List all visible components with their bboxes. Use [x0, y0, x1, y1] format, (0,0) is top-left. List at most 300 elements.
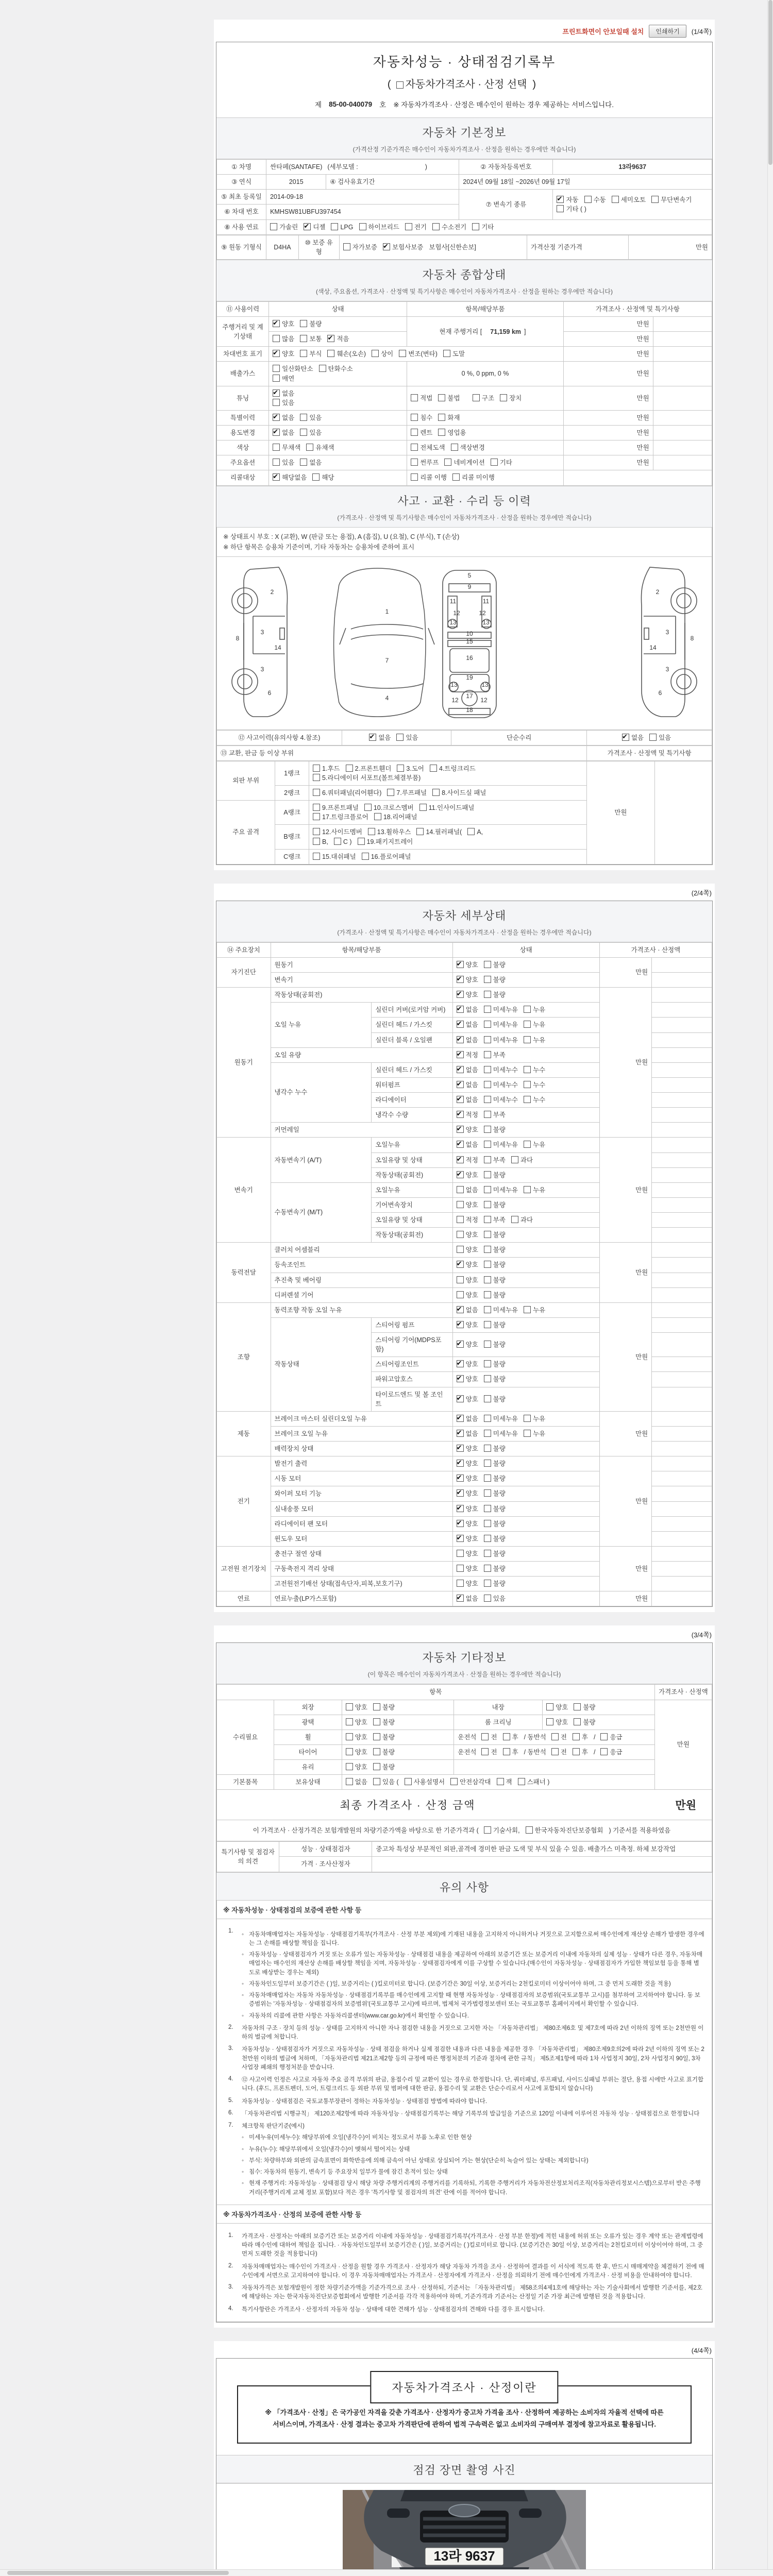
checkbox-icon[interactable]: [273, 444, 280, 451]
checkbox-icon[interactable]: [457, 991, 464, 998]
checkbox-option[interactable]: [313, 827, 362, 837]
checkbox-icon[interactable]: [457, 1006, 464, 1013]
checkbox-icon[interactable]: [484, 1306, 491, 1313]
checkbox-option[interactable]: [481, 1748, 497, 1757]
checkbox-icon[interactable]: [484, 1006, 491, 1013]
checkbox-icon[interactable]: [551, 1748, 559, 1755]
checkbox-icon[interactable]: [484, 1081, 491, 1088]
checkbox-option[interactable]: [444, 458, 484, 467]
checkbox-icon[interactable]: [484, 1321, 491, 1328]
checkbox-icon[interactable]: [313, 853, 320, 860]
checkbox-option[interactable]: [346, 764, 392, 773]
checkbox-option[interactable]: [396, 76, 527, 91]
checkbox-icon[interactable]: [484, 1460, 491, 1467]
checkbox-icon[interactable]: [362, 853, 369, 860]
checkbox-option[interactable]: [484, 1020, 518, 1029]
checkbox-option[interactable]: [649, 733, 671, 742]
checkbox-option[interactable]: [411, 428, 432, 437]
checkbox-option[interactable]: [524, 1036, 545, 1045]
checkbox-option[interactable]: [484, 960, 506, 970]
checkbox-icon[interactable]: [457, 1096, 464, 1103]
checkbox-option[interactable]: [484, 975, 506, 985]
checkbox-option[interactable]: [457, 1519, 478, 1529]
checkbox-option[interactable]: [373, 1762, 395, 1772]
checkbox-option[interactable]: [405, 1777, 445, 1787]
checkbox-icon[interactable]: [484, 1261, 491, 1268]
checkbox-option[interactable]: [484, 1429, 518, 1438]
checkbox-icon[interactable]: [573, 1733, 580, 1740]
checkbox-option[interactable]: [484, 1534, 506, 1544]
checkbox-icon[interactable]: [484, 1276, 491, 1283]
checkbox-icon[interactable]: [373, 1733, 380, 1740]
checkbox-icon[interactable]: [484, 1186, 491, 1193]
checkbox-icon[interactable]: [524, 1141, 531, 1148]
checkbox-icon[interactable]: [364, 804, 372, 811]
checkbox-icon[interactable]: [273, 399, 280, 406]
checkbox-icon[interactable]: [411, 473, 418, 481]
checkbox-option[interactable]: [612, 195, 646, 205]
checkbox-option[interactable]: [373, 1748, 395, 1757]
checkbox-option[interactable]: [584, 195, 606, 205]
checkbox-option[interactable]: [484, 1549, 506, 1558]
checkbox-icon[interactable]: [484, 1395, 491, 1402]
checkbox-option[interactable]: [484, 1579, 506, 1588]
checkbox-option[interactable]: [346, 1718, 367, 1727]
checkbox-icon[interactable]: [484, 1595, 491, 1602]
checkbox-icon[interactable]: [273, 365, 280, 372]
checkbox-option[interactable]: [491, 458, 512, 467]
checkbox-option[interactable]: [313, 788, 381, 798]
checkbox-icon[interactable]: [346, 1763, 353, 1770]
checkbox-icon[interactable]: [457, 1321, 464, 1328]
checkbox-icon[interactable]: [457, 1066, 464, 1073]
checkbox-option[interactable]: [484, 1110, 506, 1120]
checkbox-option[interactable]: [457, 1200, 478, 1210]
checkbox-option[interactable]: [484, 1005, 518, 1014]
checkbox-icon[interactable]: [438, 414, 445, 421]
checkbox-option[interactable]: [457, 1395, 478, 1404]
checkbox-option[interactable]: [373, 1733, 395, 1742]
checkbox-icon[interactable]: [484, 1201, 491, 1208]
checkbox-option[interactable]: [484, 1306, 518, 1315]
checkbox-icon[interactable]: [484, 1036, 491, 1043]
checkbox-icon[interactable]: [327, 350, 334, 357]
checkbox-option[interactable]: [497, 1777, 512, 1787]
checkbox-option[interactable]: [524, 1095, 545, 1105]
checkbox-option[interactable]: [524, 1005, 545, 1014]
checkbox-option[interactable]: [457, 1534, 478, 1544]
checkbox-option[interactable]: [346, 1703, 367, 1712]
checkbox-icon[interactable]: [584, 196, 592, 203]
checkbox-icon[interactable]: [346, 1718, 353, 1725]
checkbox-option[interactable]: [364, 803, 414, 812]
checkbox-option[interactable]: [484, 1291, 506, 1300]
checkbox-option[interactable]: [511, 1215, 533, 1225]
checkbox-option[interactable]: [457, 1185, 478, 1195]
checkbox-icon[interactable]: [484, 976, 491, 983]
checkbox-option[interactable]: [300, 413, 322, 422]
checkbox-option[interactable]: [327, 349, 366, 359]
checkbox-option[interactable]: [457, 1474, 478, 1483]
checkbox-icon[interactable]: [546, 1718, 553, 1725]
checkbox-icon[interactable]: [313, 813, 320, 820]
checkbox-option[interactable]: [524, 1140, 545, 1149]
checkbox-option[interactable]: [362, 852, 411, 861]
checkbox-icon[interactable]: [396, 81, 404, 89]
checkbox-icon[interactable]: [273, 473, 280, 481]
checkbox-option[interactable]: [524, 1185, 545, 1195]
checkbox-option[interactable]: [484, 1414, 518, 1423]
checkbox-icon[interactable]: [343, 243, 350, 250]
checkbox-option[interactable]: [313, 837, 328, 846]
checkbox-icon[interactable]: [484, 1141, 491, 1148]
checkbox-icon[interactable]: [438, 429, 445, 436]
checkbox-icon[interactable]: [331, 223, 338, 230]
checkbox-option[interactable]: [346, 1762, 367, 1772]
checkbox-option[interactable]: [484, 1340, 506, 1349]
checkbox-icon[interactable]: [484, 1475, 491, 1482]
checkbox-option[interactable]: [457, 1594, 478, 1603]
checkbox-icon[interactable]: [405, 223, 412, 230]
vertical-scrollbar-thumb[interactable]: [768, 0, 772, 165]
checkbox-option[interactable]: [331, 223, 353, 232]
checkbox-icon[interactable]: [313, 774, 320, 781]
checkbox-icon[interactable]: [484, 1445, 491, 1452]
checkbox-icon[interactable]: [383, 243, 390, 250]
checkbox-icon[interactable]: [369, 734, 376, 741]
checkbox-option[interactable]: [481, 1733, 497, 1742]
print-install-link[interactable]: 프린트화면이 안보일때 설치: [562, 28, 644, 36]
checkbox-option[interactable]: [484, 1519, 506, 1529]
checkbox-icon[interactable]: [457, 1171, 464, 1178]
checkbox-option[interactable]: [372, 349, 393, 359]
checkbox-option[interactable]: [457, 1276, 478, 1285]
checkbox-icon[interactable]: [491, 459, 498, 466]
checkbox-icon[interactable]: [457, 1141, 464, 1148]
checkbox-icon[interactable]: [300, 429, 307, 436]
checkbox-option[interactable]: [457, 1489, 478, 1498]
checkbox-option[interactable]: [472, 223, 494, 232]
checkbox-icon[interactable]: [457, 1550, 464, 1557]
checkbox-option[interactable]: [557, 195, 578, 205]
checkbox-icon[interactable]: [546, 1703, 553, 1710]
checkbox-option[interactable]: [524, 1080, 545, 1090]
checkbox-icon[interactable]: [270, 223, 277, 230]
checkbox-option[interactable]: [405, 223, 427, 232]
checkbox-icon[interactable]: [457, 1430, 464, 1437]
checkbox-icon[interactable]: [484, 1415, 491, 1422]
checkbox-icon[interactable]: [457, 1595, 464, 1602]
checkbox-icon[interactable]: [273, 459, 280, 466]
checkbox-option[interactable]: [484, 1185, 518, 1195]
checkbox-option[interactable]: [457, 1260, 478, 1269]
checkbox-icon[interactable]: [300, 320, 307, 327]
checkbox-icon[interactable]: [411, 444, 418, 451]
checkbox-option[interactable]: [306, 443, 334, 452]
checkbox-icon[interactable]: [484, 1246, 491, 1253]
checkbox-option[interactable]: [300, 319, 322, 329]
checkbox-option[interactable]: [518, 1777, 550, 1787]
checkbox-icon[interactable]: [600, 1748, 608, 1755]
checkbox-option[interactable]: [438, 413, 460, 422]
checkbox-option[interactable]: [546, 1703, 568, 1712]
checkbox-icon[interactable]: [484, 1550, 491, 1557]
checkbox-option[interactable]: [524, 1065, 545, 1075]
checkbox-option[interactable]: [346, 1777, 367, 1787]
checkbox-option[interactable]: [484, 1825, 520, 1836]
checkbox-option[interactable]: [300, 349, 322, 359]
checkbox-option[interactable]: [484, 1474, 506, 1483]
checkbox-option[interactable]: [373, 1703, 395, 1712]
checkbox-icon[interactable]: [457, 1036, 464, 1043]
checkbox-icon[interactable]: [457, 1156, 464, 1163]
checkbox-icon[interactable]: [649, 734, 657, 741]
checkbox-option[interactable]: [443, 349, 465, 359]
checkbox-option[interactable]: [557, 205, 586, 214]
checkbox-option[interactable]: [450, 1777, 491, 1787]
checkbox-icon[interactable]: [273, 375, 280, 382]
checkbox-option[interactable]: [484, 1444, 506, 1453]
checkbox-option[interactable]: [273, 428, 294, 437]
checkbox-icon[interactable]: [306, 444, 313, 451]
checkbox-option[interactable]: [411, 413, 432, 422]
checkbox-icon[interactable]: [397, 765, 404, 772]
checkbox-icon[interactable]: [524, 1186, 531, 1193]
checkbox-icon[interactable]: [651, 196, 659, 203]
checkbox-icon[interactable]: [300, 335, 307, 342]
checkbox-icon[interactable]: [457, 1216, 464, 1223]
checkbox-option[interactable]: [346, 1748, 367, 1757]
checkbox-option[interactable]: [484, 1140, 518, 1149]
checkbox-option[interactable]: [457, 1110, 478, 1120]
checkbox-option[interactable]: [416, 827, 462, 837]
checkbox-icon[interactable]: [457, 1246, 464, 1253]
checkbox-option[interactable]: [273, 443, 300, 452]
checkbox-option[interactable]: [457, 1564, 478, 1573]
checkbox-option[interactable]: [573, 1748, 588, 1757]
checkbox-option[interactable]: [373, 1718, 395, 1727]
checkbox-option[interactable]: [373, 1777, 399, 1787]
checkbox-option[interactable]: [397, 764, 424, 773]
checkbox-option[interactable]: [484, 1171, 506, 1180]
checkbox-icon[interactable]: [484, 1489, 491, 1497]
checkbox-icon[interactable]: [273, 414, 280, 421]
checkbox-option[interactable]: [383, 243, 423, 252]
checkbox-icon[interactable]: [411, 414, 418, 421]
checkbox-icon[interactable]: [500, 394, 507, 401]
checkbox-option[interactable]: [457, 1020, 478, 1029]
checkbox-icon[interactable]: [484, 1826, 491, 1834]
checkbox-icon[interactable]: [411, 394, 418, 401]
checkbox-option[interactable]: [396, 733, 418, 742]
checkbox-option[interactable]: [457, 1245, 478, 1255]
checkbox-icon[interactable]: [457, 1505, 464, 1512]
checkbox-option[interactable]: [300, 334, 322, 344]
checkbox-option[interactable]: [546, 1718, 568, 1727]
checkbox-option[interactable]: [484, 1459, 506, 1468]
checkbox-option[interactable]: [457, 1065, 478, 1075]
checkbox-icon[interactable]: [416, 828, 424, 835]
checkbox-icon[interactable]: [373, 1778, 380, 1785]
checkbox-icon[interactable]: [524, 1430, 531, 1437]
checkbox-icon[interactable]: [484, 1375, 491, 1382]
checkbox-option[interactable]: [457, 990, 478, 999]
checkbox-option[interactable]: [484, 1156, 506, 1165]
checkbox-option[interactable]: [600, 1733, 622, 1742]
checkbox-option[interactable]: [484, 1260, 506, 1269]
checkbox-option[interactable]: [457, 1549, 478, 1558]
checkbox-option[interactable]: [432, 788, 486, 798]
checkbox-option[interactable]: [319, 364, 353, 374]
checkbox-option[interactable]: [484, 1375, 506, 1384]
checkbox-icon[interactable]: [312, 473, 320, 481]
checkbox-icon[interactable]: [484, 1430, 491, 1437]
checkbox-option[interactable]: [524, 1429, 545, 1438]
checkbox-option[interactable]: [457, 1429, 478, 1438]
checkbox-icon[interactable]: [484, 1565, 491, 1572]
checkbox-option[interactable]: [484, 1504, 506, 1514]
checkbox-option[interactable]: [484, 1036, 518, 1045]
checkbox-option[interactable]: [457, 1095, 478, 1105]
checkbox-option[interactable]: [399, 349, 438, 359]
checkbox-option[interactable]: [273, 398, 294, 408]
checkbox-option[interactable]: [457, 1171, 478, 1180]
checkbox-option[interactable]: [457, 1125, 478, 1134]
checkbox-icon[interactable]: [457, 1201, 464, 1208]
checkbox-option[interactable]: [600, 1748, 622, 1757]
checkbox-option[interactable]: [457, 1306, 478, 1315]
checkbox-option[interactable]: [273, 319, 294, 329]
checkbox-option[interactable]: [484, 1320, 506, 1330]
checkbox-option[interactable]: [452, 473, 495, 482]
checkbox-icon[interactable]: [524, 1096, 531, 1103]
checkbox-option[interactable]: [457, 1414, 478, 1423]
checkbox-icon[interactable]: [457, 1580, 464, 1587]
checkbox-option[interactable]: [343, 243, 377, 252]
checkbox-option[interactable]: [457, 1036, 478, 1045]
checkbox-icon[interactable]: [484, 961, 491, 968]
checkbox-option[interactable]: [300, 458, 322, 467]
checkbox-option[interactable]: [273, 458, 294, 467]
checkbox-icon[interactable]: [484, 1535, 491, 1542]
checkbox-icon[interactable]: [359, 223, 366, 230]
checkbox-icon[interactable]: [484, 1111, 491, 1118]
checkbox-option[interactable]: [304, 223, 325, 232]
horizontal-scrollbar[interactable]: [0, 2569, 773, 2576]
checkbox-option[interactable]: [484, 1230, 506, 1240]
checkbox-icon[interactable]: [443, 350, 450, 357]
checkbox-icon[interactable]: [411, 429, 418, 436]
checkbox-icon[interactable]: [457, 1186, 464, 1193]
checkbox-option[interactable]: [457, 975, 478, 985]
checkbox-icon[interactable]: [524, 1081, 531, 1088]
checkbox-icon[interactable]: [430, 765, 437, 772]
checkbox-option[interactable]: [313, 764, 340, 773]
checkbox-option[interactable]: [484, 1564, 506, 1573]
checkbox-icon[interactable]: [273, 335, 280, 342]
checkbox-option[interactable]: [273, 389, 294, 398]
checkbox-icon[interactable]: [432, 789, 440, 796]
checkbox-option[interactable]: [573, 1733, 588, 1742]
checkbox-icon[interactable]: [300, 459, 307, 466]
checkbox-icon[interactable]: [368, 828, 375, 835]
checkbox-option[interactable]: [457, 960, 478, 970]
checkbox-icon[interactable]: [373, 1748, 380, 1755]
checkbox-icon[interactable]: [457, 1261, 464, 1268]
checkbox-icon[interactable]: [457, 1306, 464, 1313]
checkbox-icon[interactable]: [457, 1276, 464, 1283]
checkbox-option[interactable]: [503, 1748, 518, 1757]
checkbox-icon[interactable]: [481, 1733, 489, 1740]
checkbox-option[interactable]: [369, 733, 391, 742]
print-button[interactable]: 인쇄하기: [649, 25, 686, 38]
checkbox-option[interactable]: [313, 803, 359, 812]
checkbox-icon[interactable]: [574, 1718, 581, 1725]
checkbox-option[interactable]: [524, 1306, 545, 1315]
checkbox-icon[interactable]: [457, 1051, 464, 1058]
checkbox-icon[interactable]: [273, 389, 280, 397]
checkbox-icon[interactable]: [358, 838, 365, 845]
checkbox-icon[interactable]: [457, 1375, 464, 1382]
checkbox-option[interactable]: [457, 1360, 478, 1369]
checkbox-option[interactable]: [457, 1050, 478, 1060]
checkbox-option[interactable]: [457, 1444, 478, 1453]
checkbox-icon[interactable]: [457, 1021, 464, 1028]
checkbox-icon[interactable]: [327, 335, 334, 342]
checkbox-icon[interactable]: [457, 1081, 464, 1088]
checkbox-icon[interactable]: [387, 789, 394, 796]
checkbox-icon[interactable]: [503, 1748, 510, 1755]
checkbox-option[interactable]: [484, 990, 506, 999]
checkbox-icon[interactable]: [573, 1748, 580, 1755]
checkbox-icon[interactable]: [372, 350, 379, 357]
checkbox-icon[interactable]: [503, 1733, 510, 1740]
checkbox-icon[interactable]: [484, 1021, 491, 1028]
checkbox-option[interactable]: [484, 1594, 506, 1603]
checkbox-icon[interactable]: [457, 1395, 464, 1402]
checkbox-icon[interactable]: [484, 1291, 491, 1298]
checkbox-icon[interactable]: [457, 1111, 464, 1118]
checkbox-icon[interactable]: [419, 804, 427, 811]
checkbox-icon[interactable]: [373, 1703, 380, 1710]
checkbox-icon[interactable]: [373, 1718, 380, 1725]
checkbox-option[interactable]: [457, 1375, 478, 1384]
checkbox-option[interactable]: [457, 1504, 478, 1514]
checkbox-icon[interactable]: [313, 789, 320, 796]
checkbox-option[interactable]: [387, 788, 427, 798]
checkbox-option[interactable]: [484, 1065, 518, 1075]
checkbox-icon[interactable]: [313, 828, 320, 835]
checkbox-option[interactable]: [273, 374, 294, 383]
checkbox-icon[interactable]: [622, 734, 629, 741]
checkbox-option[interactable]: [551, 1748, 567, 1757]
checkbox-option[interactable]: [430, 764, 476, 773]
checkbox-option[interactable]: [411, 458, 439, 467]
checkbox-option[interactable]: [651, 195, 692, 205]
checkbox-option[interactable]: [273, 349, 294, 359]
checkbox-option[interactable]: [411, 443, 445, 452]
checkbox-icon[interactable]: [612, 196, 619, 203]
checkbox-option[interactable]: [358, 837, 413, 846]
checkbox-icon[interactable]: [484, 1066, 491, 1073]
checkbox-icon[interactable]: [300, 414, 307, 421]
checkbox-icon[interactable]: [346, 1748, 353, 1755]
checkbox-icon[interactable]: [300, 350, 307, 357]
checkbox-option[interactable]: [457, 1340, 478, 1349]
checkbox-icon[interactable]: [484, 1156, 491, 1163]
checkbox-icon[interactable]: [524, 1066, 531, 1073]
checkbox-icon[interactable]: [432, 223, 440, 230]
